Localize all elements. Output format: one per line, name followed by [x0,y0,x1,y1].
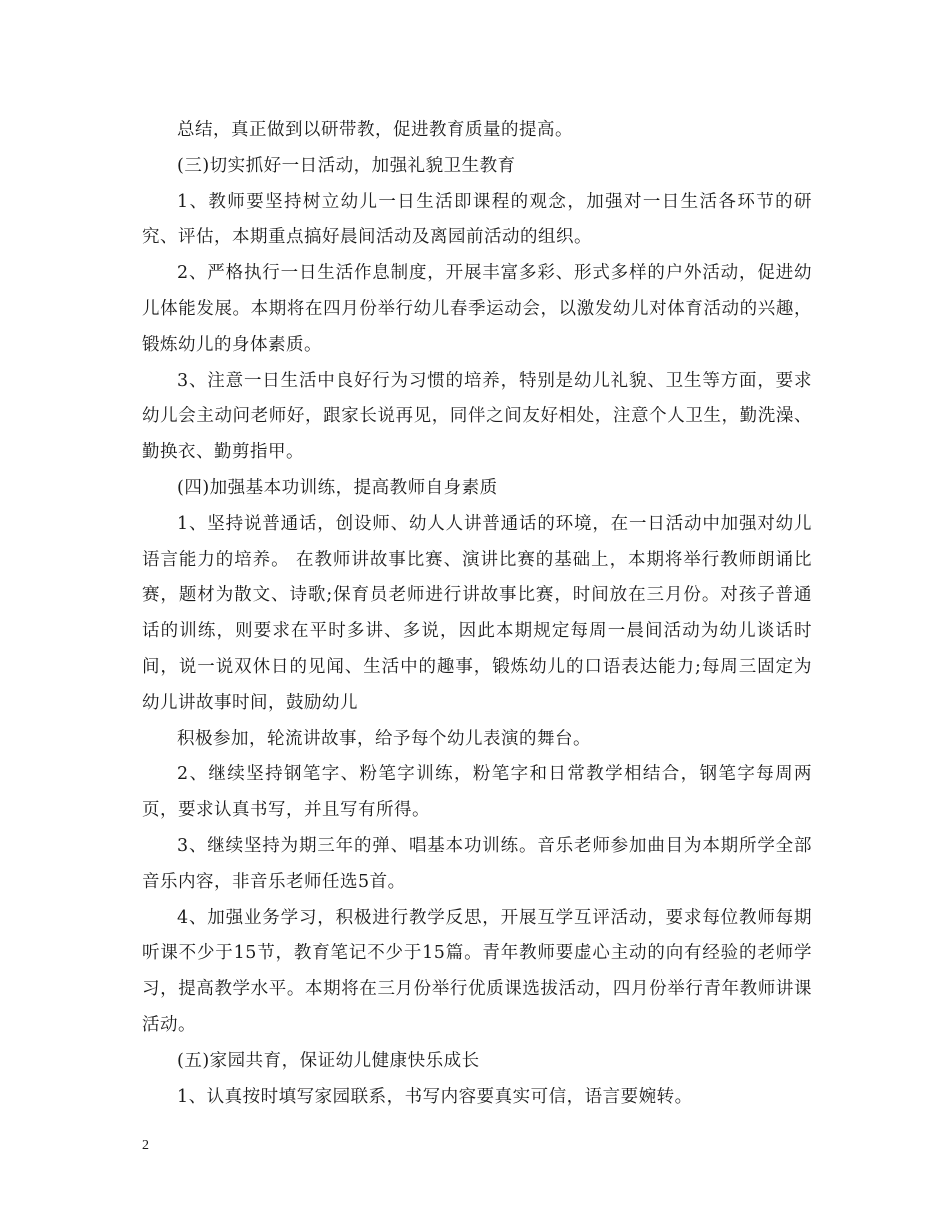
section-heading: (四)加强基本功训练，提高教师自身素质 [177,477,498,498]
paragraph: 积极参加，轮流讲故事，给予每个幼儿表演的舞台。 [177,728,591,749]
paragraph: 3、继续坚持为期三年的弹、唱基本功训练。音乐老师参加曲目为本期所学全部音乐内容，非音乐老师任选5首。 [142,835,812,892]
paragraph: 4、加强业务学习，积极进行教学反思，开展互学互评活动，要求每位教师每期听课不少于15节，教育笔记不少于15篇。青年教师要虚心主动的向有经验的老师学习，提高教学水平。本期将在三月份举行优质课选拔活动，四月份举行青年教师讲课活动。 [142,907,812,1035]
page-number: 2 [142,1138,149,1153]
section-heading: (五)家园共育，保证幼儿健康快乐成长 [177,1050,480,1071]
section-heading: (三)切实抓好一日活动，加强礼貌卫生教育 [177,155,516,176]
paragraph: 总结，真正做到以研带教，促进教育质量的提高。 [177,120,573,140]
paragraph: 3、注意一日生活中良好行为习惯的培养，特别是幼儿礼貌、卫生等方面，要求幼儿会主动问老师好，跟家长说再见，同伴之间友好相处，注意个人卫生，勤洗澡、勤换衣、勤剪指甲。 [142,370,812,463]
paragraph: 2、严格执行一日生活作息制度，开展丰富多彩、形式多样的户外活动，促进幼儿体能发展。本期将在四月份举行幼儿春季运动会，以激发幼儿对体育活动的兴趣，锻炼幼儿的身体素质。 [142,263,812,355]
paragraph: 1、坚持说普通话，创设师、幼人人讲普通话的环境，在一日活动中加强对幼儿语言能力的培养。 在教师讲故事比赛、演讲比赛的基础上，本期将举行教师朗诵比赛，题材为散文、诗歌;保育员老师进行讲故事比赛，时间放在三月份。对孩子普通话的训练，则要求在平时多讲、多说，因此本期规定每周一晨间活动为幼儿谈话时间，说一说双休日的见闻、生活中的趣事，锻炼幼儿的口语表达能力;每周三固定为幼儿讲故事时间，鼓励幼儿 [142,513,812,713]
paragraph: 1、认真按时填写家园联系，书写内容要真实可信，语言要婉转。 [177,1086,693,1107]
paragraph: 2、继续坚持钢笔字、粉笔字训练，粉笔字和日常教学相结合，钢笔字每周两页，要求认真书写，并且写有所得。 [142,764,812,821]
paragraph: 1、教师要坚持树立幼儿一日生活即课程的观念，加强对一日生活各环节的研究、评估，本期重点搞好晨间活动及离园前活动的组织。 [142,191,812,248]
document-body [142,113,812,1115]
